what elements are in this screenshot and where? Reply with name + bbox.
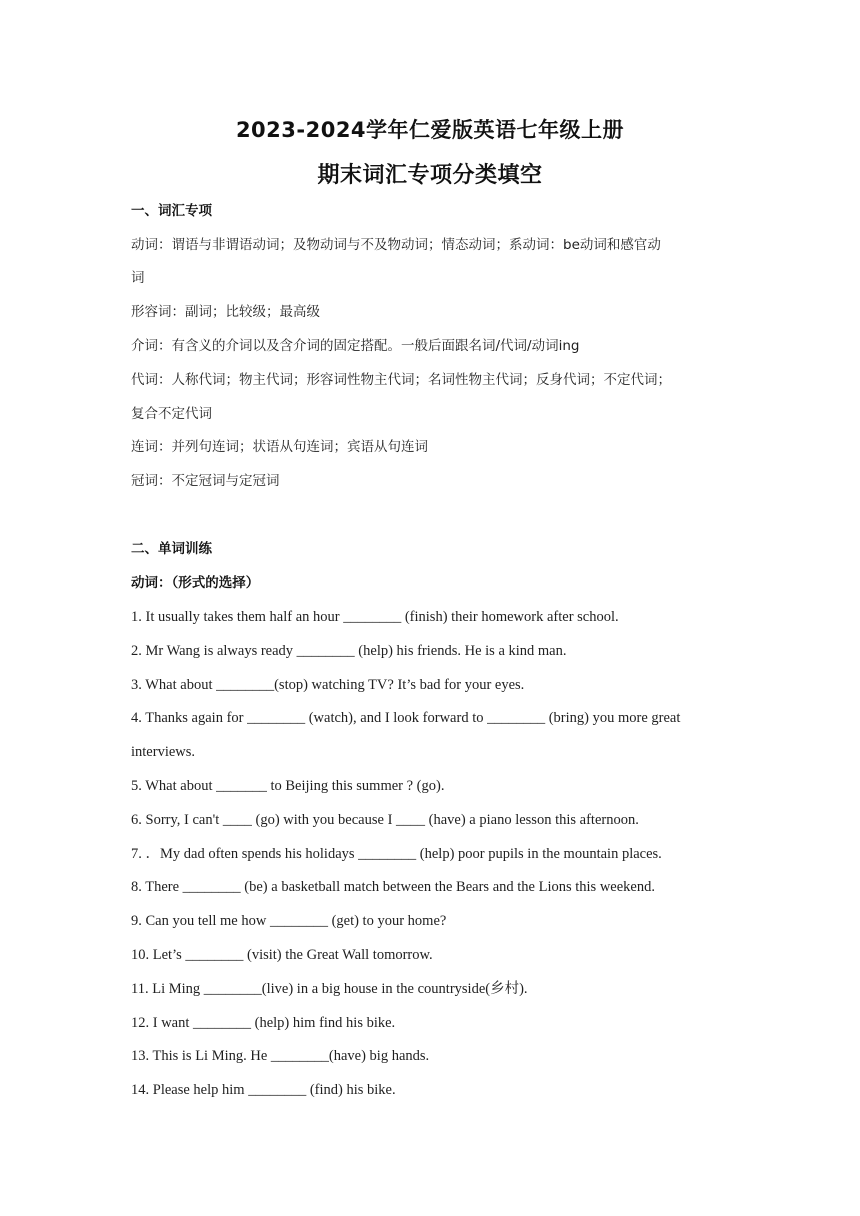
exercise-item: 2. Mr Wang is always ready ________ (help) his friends. He is a kind man. (131, 643, 567, 659)
exercise-item: 7. ．My dad often spends his holidays ________ (help) poor pupils in the mountain places. (131, 846, 662, 862)
section2-subheading: 动词：（形式的选择） (131, 575, 260, 591)
section2-heading: 二、单词训练 (131, 541, 212, 557)
exercise-item: 9. Can you tell me how ________ (get) to your home? (131, 913, 447, 929)
exercise-item: interviews. (131, 744, 196, 760)
exercise-item: 4. Thanks again for ________ (watch), and I look forward to ________ (bring) you more great (131, 710, 681, 726)
section1-heading: 一、词汇专项 (131, 203, 212, 219)
document-subtitle: 期末词汇专项分类填空 (317, 163, 543, 188)
section1-line: 介词：有含义的介词以及含介词的固定搭配。一般后面跟名词/代词/动词ing (131, 338, 580, 354)
section1-line: 复合不定代词 (131, 406, 212, 422)
section1-line: 冠词：不定冠词与定冠词 (131, 473, 280, 489)
exercise-item: 1. It usually takes them half an hour ________ (finish) their homework after school. (131, 609, 619, 625)
exercise-item: 8. There ________ (be) a basketball match between the Bears and the Lions this weekend. (131, 879, 655, 895)
document-title: 2023-2024学年仁爱版英语七年级上册 (235, 118, 625, 142)
exercise-item: 5. What about _______ to Beijing this summer ? (go). (131, 778, 445, 794)
exercise-item: 14. Please help him ________ (find) his bike. (131, 1082, 396, 1098)
section1-line: 形容词：副词；比较级；最高级 (131, 304, 320, 320)
exercise-item: 13. This is Li Ming. He ________(have) big hands. (131, 1048, 430, 1064)
exercise-item: 6. Sorry, I can't ____ (go) with you because I ____ (have) a piano lesson this afternoon. (131, 812, 639, 828)
exercise-item: 3. What about ________(stop) watching TV? It’s bad for your eyes. (131, 677, 525, 693)
exercise-item: 11. Li Ming ________(live) in a big house in the countryside(乡村). (131, 981, 528, 997)
exercise-item: 10. Let’s ________ (visit) the Great Wall tomorrow. (131, 947, 433, 963)
section1-line: 动词：谓语与非谓语动词；及物动词与不及物动词；情态动词；系动词：be动词和感官动 (131, 237, 661, 253)
section1-line: 词 (131, 270, 145, 286)
section1-line: 代词：人称代词；物主代词；形容词性物主代词；名词性物主代词；反身代词；不定代词； (131, 372, 671, 388)
section1-line: 连词：并列句连词；状语从句连词；宾语从句连词 (131, 439, 428, 455)
exercise-item: 12. I want ________ (help) him find his bike. (131, 1015, 396, 1031)
